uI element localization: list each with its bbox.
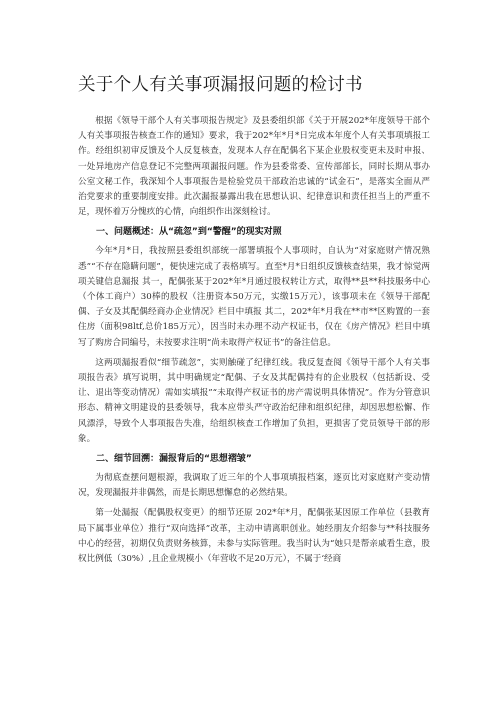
section-heading-1: 一、问题概述：从“疏忽”到“警醒”的现实对照 [96,227,282,238]
section1-paragraph-2: 这两项漏报看似“细节疏忽”，实则触碰了纪律红线。我反复查阅《领导干部个人有关事项报告表》填写说明，其中明确规定“配偶、子女及其配偶持有的企业股权（包括新设、受让、退出等变动情况）需如实填报”“未取得产权证书的房产需说明具体情况”。作为分管意识形态、精神文明建设的县委领导，我本应带头严守政治纪律和组织纪律，却因思想松懈、作风漂浮，导致个人事项报告失准，给组织核查工作增加了负担，更损害了党员领导干部的形象。 [78,357,430,444]
section2-paragraph-1: 为彻底查摆问题根源，我调取了近三年的个人事项填报档案，逐页比对家庭财产变动情况，发现漏报并非偶然，而是长期思想懈怠的必然结果。 [78,473,430,499]
intro-paragraph: 根据《领导干部个人有关事项报告规定》及县委组织部《关于开展202*年度领导干部个人有关事项报告核查工作的通知》要求，我于202*年*月*日完成本年度个人有关事项填报工作。经组织初审反馈及个人反复核查，发现本人存在配偶名下某企业股权变更未及时申报、一处异地房产信息登记不完整两项漏报问题。作为县委常委、宣传部部长，同时长期从事办公室文秘工作，我深知个人事项报告是检验党员干部政治忠诚的“试金石”，是落实全面从严治党要求的重要制度安排。此次漏报暴露出我在思想认识、纪律意识和责任担当上的严重不足，现怀着万分愧疚的心情，向组织作出深刻检讨。 [78,116,430,218]
section-heading-2: 二、细节回溯：漏报背后的“思想褶皱” [96,454,252,465]
section1-paragraph-1: 今年*月*日，我按照县委组织部统一部署填报个人事项时，自认为“对家庭财产情况熟悉”“不存在隐瞒问题”，便快速完成了表格填写。直至*月*日组织反馈核查结果，我才惊觉两项关键信息漏报 其一，配偶张某于202*年*月通过股权转让方式，取得**县**科技服务中心（个体工商户）30棒的股权（注册资本50万元，实缴15万元），该事项未在《领导干部配偶、子女及其配偶经商办企业情况》栏目中填报 其二，202*年*月我在**市**区购置的一套住房（面积98ltf,总价185万元），因当时未办理不动产权证书，仅在《房产情况》栏目中填写了购房合同编号，未按要求注明“尚未取得产权证书”的备注信息。 [78,246,430,348]
document-title: 关于个人有关事项漏报问题的检讨书 [78,75,363,95]
section2-paragraph-2: 第一处漏报（配偶股权变更）的细节还原 202*年*月，配偶张某因原工作单位（县教育局下属事业单位）推行“双向选择”改革，主动申请离职创业。她经朋友介绍参与**科技服务中心的经营，初期仅负责财务核算，未参与实际管理。我当时认为“她只是帮亲戚看生意，股权比例低（30%）,且企业规模小（年营收不足20万元），不属于‘经商 [78,508,430,565]
